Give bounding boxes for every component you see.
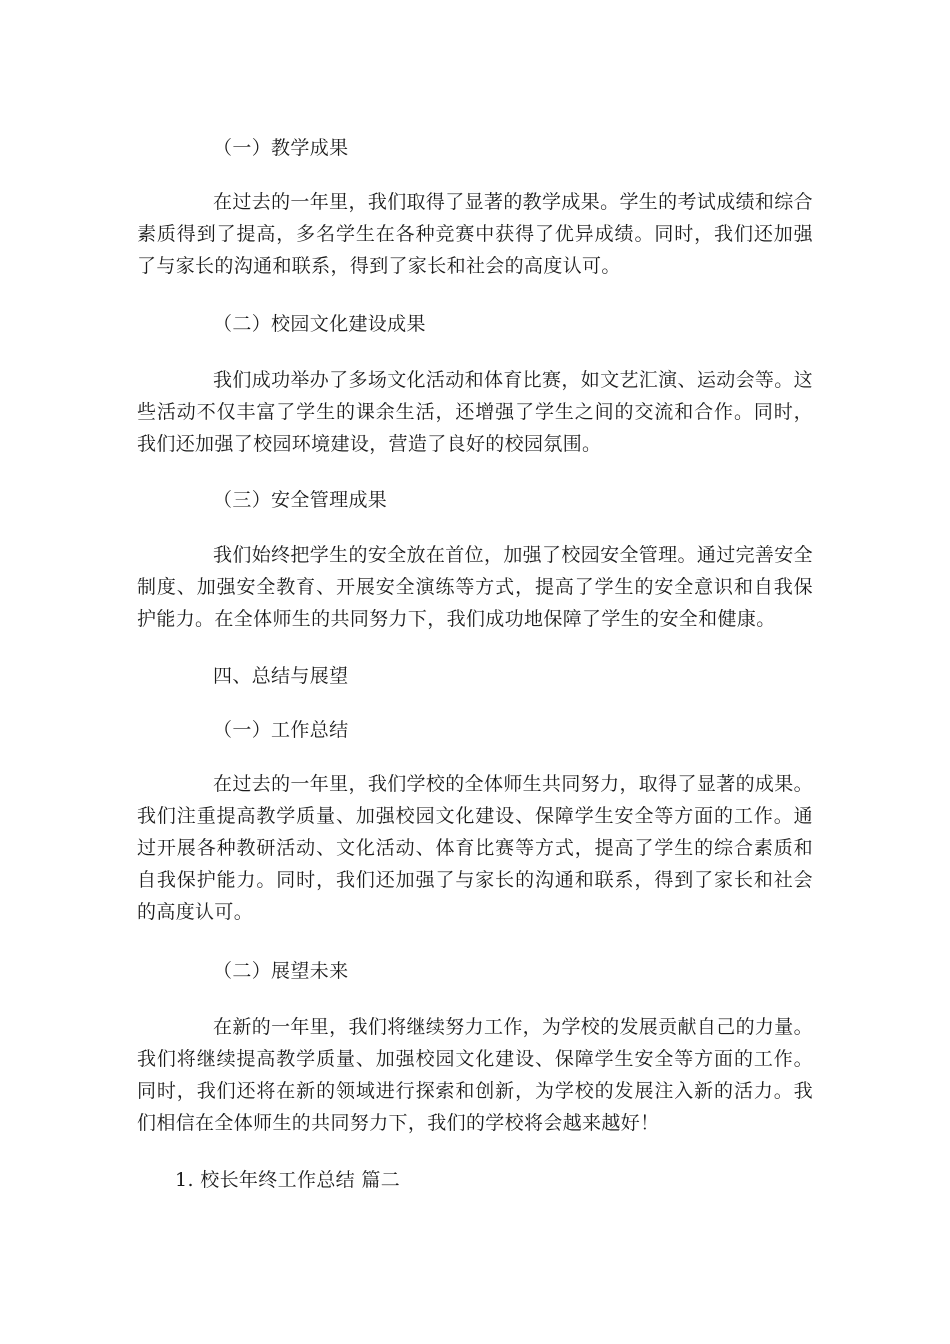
section-heading-safety-management: （三）安全管理成果 <box>213 489 388 511</box>
section-heading-future-outlook: （二）展望未来 <box>213 960 349 982</box>
paragraph-campus-culture: 我们成功举办了多场文化活动和体育比赛，如文艺汇演、运动会等。这些活动不仅丰富了学生的课余生活，还增强了学生之间的交流和合作。同时，我们还加强了校园环境建设，营造了良好的校园氛围。 <box>137 369 813 455</box>
list-item-next-chapter: 1. 校长年终工作总结 篇二 <box>175 1169 401 1191</box>
section-heading-work-summary: （一）工作总结 <box>213 719 349 741</box>
paragraph-work-summary: 在过去的一年里，我们学校的全体师生共同努力，取得了显著的成果。我们注重提高教学质量、加强校园文化建设、保障学生安全等方面的工作。通过开展各种教研活动、文化活动、体育比赛等方式，提高了学生的综合素质和自我保护能力。同时，我们还加强了与家长的沟通和联系，得到了家长和社会的高度认可。 <box>137 773 813 923</box>
section-heading-teaching-results: （一）教学成果 <box>213 137 349 159</box>
paragraph-future-outlook: 在新的一年里，我们将继续努力工作，为学校的发展贡献自己的力量。我们将继续提高教学质量、加强校园文化建设、保障学生安全等方面的工作。同时，我们还将在新的领域进行探索和创新，为学校的发展注入新的活力。我们相信在全体师生的共同努力下，我们的学校将会越来越好！ <box>137 1016 813 1134</box>
paragraph-safety-management: 我们始终把学生的安全放在首位，加强了校园安全管理。通过完善安全制度、加强安全教育、开展安全演练等方式，提高了学生的安全意识和自我保护能力。在全体师生的共同努力下，我们成功地保障了学生的安全和健康。 <box>137 544 813 630</box>
chapter-heading-summary-outlook: 四、总结与展望 <box>213 665 349 687</box>
paragraph-teaching-results: 在过去的一年里，我们取得了显著的教学成果。学生的考试成绩和综合素质得到了提高，多名学生在各种竞赛中获得了优异成绩。同时，我们还加强了与家长的沟通和联系，得到了家长和社会的高度认可。 <box>137 191 813 277</box>
section-heading-campus-culture: （二）校园文化建设成果 <box>213 313 426 335</box>
